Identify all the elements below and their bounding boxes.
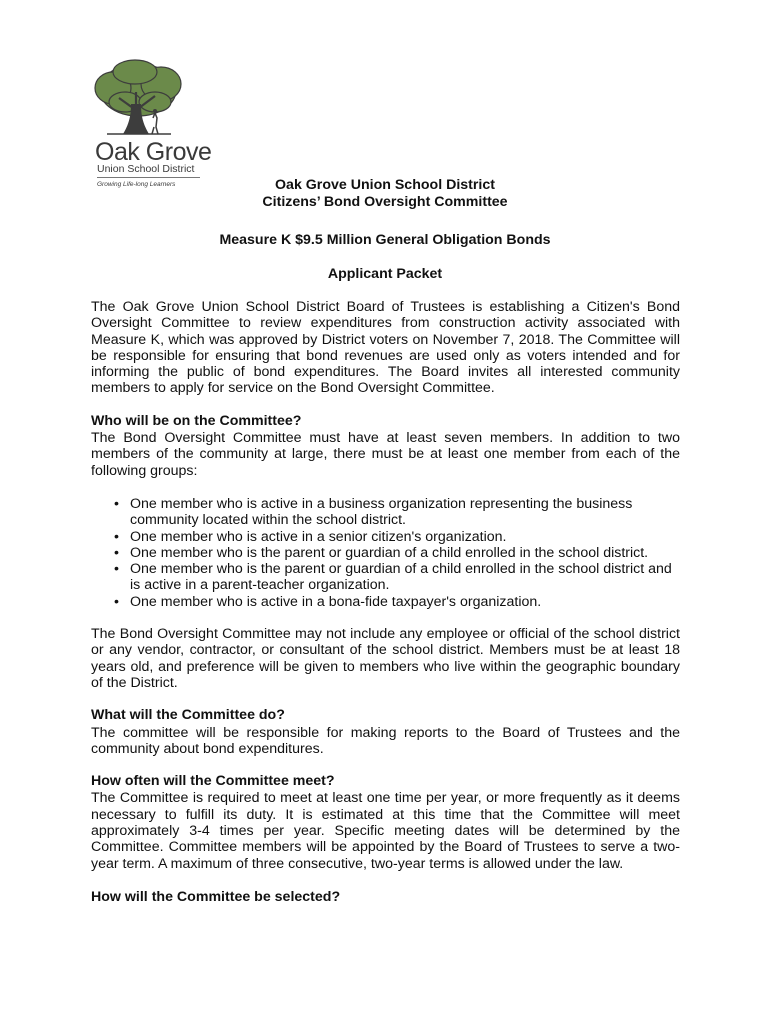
how-often-paragraph: The Committee is required to meet at least one time per year, or more frequently as it deems necessary to fulfill its duty. It is estimated at this time that the Committee will meet approximately 3-4 times per year. Specific meeting dates will be determined by the Committee. Committee members will be appointed by the Board of Trustees to serve a two-year term. A maximum of three consecutive, two-year terms is allowed under the law. xyxy=(91,790,680,872)
what-paragraph: The committee will be responsible for making reports to the Board of Trustees and the community about bond expenditures. xyxy=(91,724,680,757)
selected-heading: How will the Committee be selected? xyxy=(91,888,341,905)
list-item: • One member who is active in a senior citizen's organization. xyxy=(91,529,680,545)
district-title: Oak Grove Union School District xyxy=(275,177,495,193)
oak-tree-icon xyxy=(83,58,193,144)
logo-name: Oak Grove xyxy=(95,138,212,166)
packet-title: Applicant Packet xyxy=(327,266,443,282)
what-heading: What will the Committee do? xyxy=(91,707,285,724)
logo-subtitle: Union School District xyxy=(97,163,195,175)
eligibility-paragraph: The Bond Oversight Committee may not include any employee or official of the school district or any vendor, contractor, or consultant of the school district. Members must be at least 18 years old, and preference will be given to members who live within the geographic boundary of the District. xyxy=(91,626,680,691)
committee-title: Citizens’ Bond Oversight Committee xyxy=(262,194,508,210)
list-item: • One member who is active in a bona-fide taxpayer's organization. xyxy=(91,594,680,610)
intro-paragraph: The Oak Grove Union School District Board of Trustees is establishing a Citizen's Bond Oversight Committee to review expenditures from construction activity associated with Measure K, which was approved by District voters on November 7, 2018. The Committee will be responsible for ensuring that bond revenues are used only as voters intended and for informing the public of bond expenditures. The Board invites all interested community members to apply for service on the Bond Oversight Committee. xyxy=(91,299,680,397)
document-body xyxy=(91,299,680,905)
who-heading: Who will be on the Committee? xyxy=(91,412,302,429)
logo-tagline: Growing Life-long Learners xyxy=(97,181,176,188)
list-item: • One member who is the parent or guardian of a child enrolled in the school district. xyxy=(91,545,680,561)
list-item: • One member who is the parent or guardian of a child enrolled in the school district and is active in a parent-teacher organization. xyxy=(91,561,680,594)
list-item: • One member who is active in a business organization representing the business community located within the school district. xyxy=(91,496,680,529)
who-paragraph: The Bond Oversight Committee must have at least seven members. In addition to two members of the community at large, there must be at least one member from each of the following groups: xyxy=(91,430,680,479)
measure-title: Measure K $9.5 Million General Obligation Bonds xyxy=(219,232,551,248)
member-groups-list xyxy=(91,496,680,610)
how-often-heading: How often will the Committee meet? xyxy=(91,773,335,790)
